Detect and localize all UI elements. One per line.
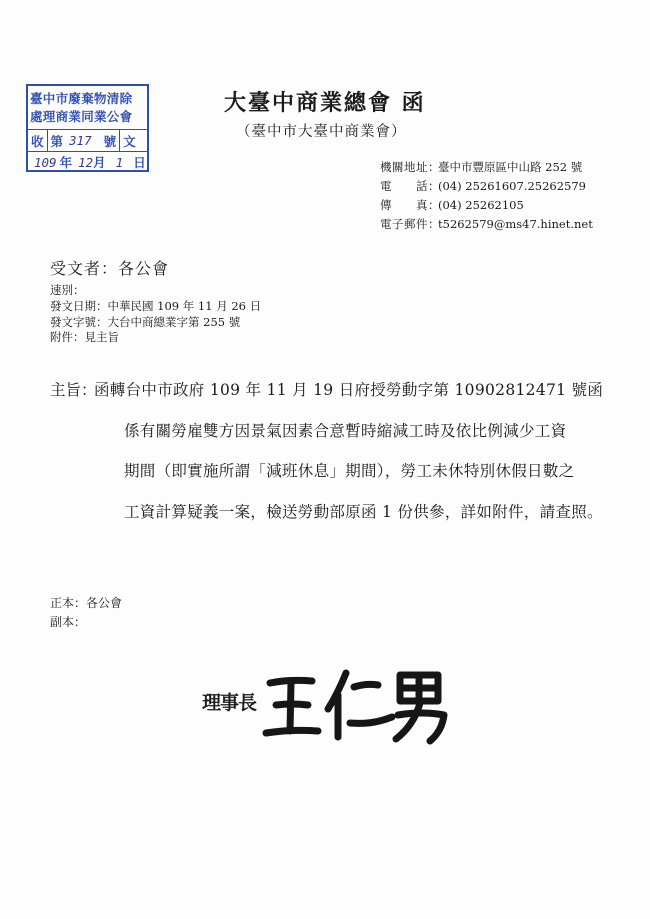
meta-date: 發文日期：中華民國 109 年 11 月 26 日 xyxy=(50,298,262,313)
subject-line-3: 期間（即實施所謂「減班休息」期間），勞工未休特別休假日數之 xyxy=(124,462,575,480)
document-subtitle: （臺中市大臺中商業會） xyxy=(236,124,407,140)
subject-block xyxy=(50,370,610,532)
stamp-doc-label: 文 xyxy=(123,133,136,149)
stamp-number-row xyxy=(28,129,147,152)
recipient xyxy=(50,256,169,279)
fax-label: 傳 真： xyxy=(380,198,440,212)
subject-line-4: 工資計算疑義一案，檢送勞動部原函 1 份供參，詳如附件，請查照。 xyxy=(124,502,603,521)
subject-label: 主旨： xyxy=(50,381,97,399)
fax-value: (04) 25262105 xyxy=(438,198,524,212)
stamp-year-label: 年 xyxy=(59,155,73,170)
stamp-org-line1: 臺中市廢棄物清除 xyxy=(30,91,133,106)
document-title: 大臺中商業總會 函 xyxy=(224,90,426,116)
address-value: 臺中市豐原區中山路 252 號 xyxy=(438,160,583,174)
address-label: 機關地址： xyxy=(380,160,440,174)
stamp-year: 109 xyxy=(34,154,57,170)
stamp-day: 1 xyxy=(115,154,124,170)
stamp-number-label: 第 xyxy=(50,133,64,149)
phone-label: 電 話： xyxy=(380,179,440,193)
phone-value: (04) 25261607.25262579 xyxy=(438,179,586,193)
chairman-title: 理事長 xyxy=(202,692,257,714)
stamp-number: 317 xyxy=(69,133,92,148)
copies-block xyxy=(50,594,122,632)
contact-block xyxy=(380,158,593,234)
stamp-date-row xyxy=(28,152,147,172)
stamp-day-label: 日 xyxy=(133,155,146,170)
stamp-org-line2: 處理商業同業公會 xyxy=(30,109,133,124)
receipt-stamp xyxy=(26,84,149,172)
stamp-number-suffix: 號 xyxy=(103,133,117,149)
stamp-receive-label: 收 xyxy=(31,133,44,149)
copies-original: 正本：各公會 xyxy=(50,596,123,610)
document-meta xyxy=(50,283,261,346)
recipient-value: 各公會 xyxy=(118,259,170,278)
stamp-month: 12 xyxy=(78,154,94,170)
meta-attachment: 附件：見主旨 xyxy=(50,330,119,345)
recipient-label: 受文者： xyxy=(50,259,119,278)
meta-speed: 速別： xyxy=(50,283,85,297)
email-value: t5262579@ms47.hinet.net xyxy=(438,217,593,231)
copies-duplicate: 副本： xyxy=(50,615,87,629)
meta-number: 發文字號：大台中商總業字第 255 號 xyxy=(50,314,241,329)
subject-line-1: 函轉台中市政府 109 年 11 月 19 日府授勞動字第 10902812471 號函 xyxy=(94,381,604,399)
subject-line-2: 係有關勞雇雙方因景氣因素合意暫時縮減工時及依比例減少工資 xyxy=(124,421,567,440)
chairman-signature xyxy=(262,665,452,745)
email-label: 電子郵件： xyxy=(380,217,440,231)
stamp-month-label: 月 xyxy=(93,155,106,170)
